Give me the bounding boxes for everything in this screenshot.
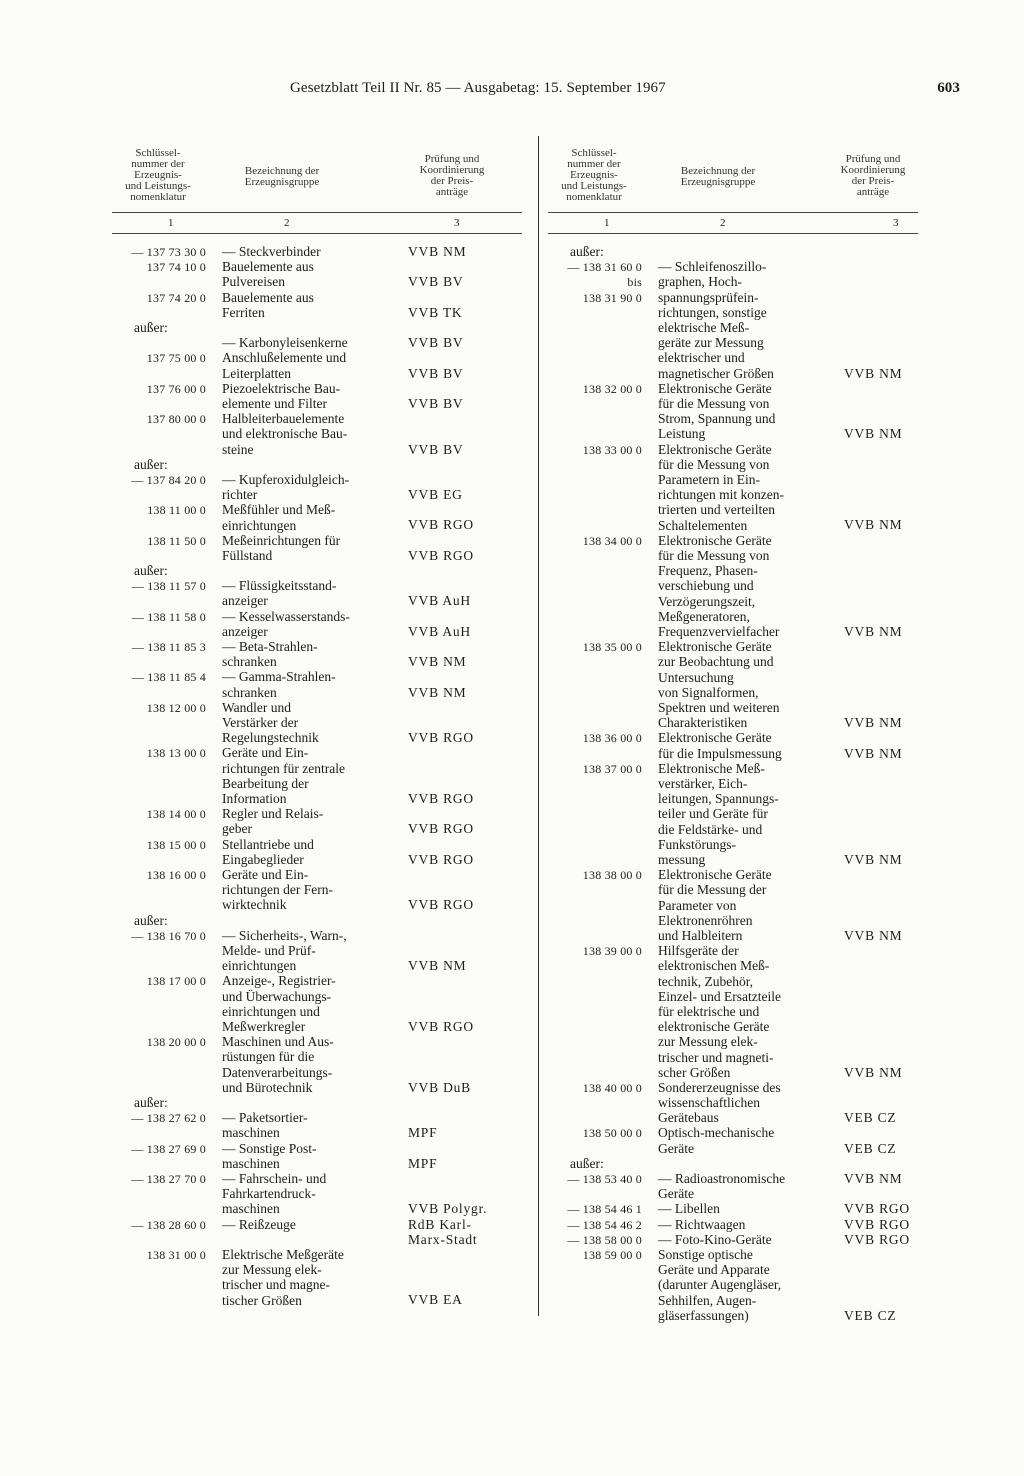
responsible-authority: VVB BV xyxy=(408,395,464,411)
responsible-authority: VVB RGO xyxy=(408,730,474,746)
right-column-numbers: 1 2 3 xyxy=(548,212,918,234)
nomenclature-key: bis xyxy=(627,275,642,290)
nomenclature-key: — 138 11 57 0 xyxy=(131,579,206,594)
product-group: Meßeinrichtungen für Füllstand xyxy=(222,532,341,563)
responsible-authority: VVB RGO xyxy=(844,1216,910,1232)
product-group: Piezoelektrische Bau- elemente und Filter xyxy=(222,380,341,411)
table-row xyxy=(112,259,522,289)
right-column-headers xyxy=(548,136,918,212)
table-row xyxy=(548,943,918,1080)
nomenclature-key: 138 20 00 0 xyxy=(146,1035,206,1050)
left-column-numbers: 1 2 3 xyxy=(112,212,522,234)
nomenclature-key: — 138 54 46 1 xyxy=(567,1202,642,1217)
responsible-authority: VVB NM xyxy=(844,851,903,867)
table-row xyxy=(112,609,522,639)
nomenclature-key: 138 38 00 0 xyxy=(582,868,642,883)
table-row xyxy=(112,700,522,746)
table-row xyxy=(112,578,522,608)
nomenclature-key: — 138 31 60 0 xyxy=(567,260,642,275)
table-row xyxy=(548,442,918,533)
product-group: Elektrische Meßgeräte zur Messung elek- trischer und magne- tischer Größen xyxy=(222,1246,344,1308)
nomenclature-key: 138 40 00 0 xyxy=(582,1080,642,1095)
table-row xyxy=(112,1034,522,1095)
table-row xyxy=(112,472,522,502)
responsible-authority: VVB RGO xyxy=(844,1231,910,1247)
responsible-authority: VVB EG xyxy=(408,487,463,503)
note-label: außer: xyxy=(570,1155,604,1171)
nomenclature-key: 137 74 20 0 xyxy=(146,290,206,305)
nomenclature-key: 138 14 00 0 xyxy=(146,807,206,822)
table-row xyxy=(548,1201,918,1216)
running-header xyxy=(290,80,960,104)
nomenclature-key: 138 35 00 0 xyxy=(582,640,642,655)
responsible-authority: VEB CZ xyxy=(844,1110,897,1126)
product-group: — Beta-Strahlen- schranken xyxy=(222,639,318,670)
product-group: Hilfsgeräte der elektronischen Meß- technik, Zubehör, Einzel- und Ersatzteile für elektrische und elektronische Geräte zur Messung elek- trischer und magneti- scher Größen xyxy=(658,943,781,1080)
product-group: graphen, Hoch- xyxy=(658,274,742,290)
product-group: — Radioastronomische Geräte xyxy=(658,1171,786,1202)
column-divider xyxy=(538,136,539,1316)
left-column-headers xyxy=(112,136,522,212)
nomenclature-key: 138 13 00 0 xyxy=(146,746,206,761)
responsible-authority: VVB EA xyxy=(408,1292,463,1308)
header-pruefung: Prüfung und Koordinierung der Preis- anträge xyxy=(840,153,906,198)
nomenclature-key: 138 32 00 0 xyxy=(582,381,642,396)
nomenclature-key: 138 31 00 0 xyxy=(146,1247,206,1262)
product-group: Elektronische Geräte für die Messung von Frequenz, Phasen- verschiebung und Verzögerungszeit, Meßgeneratoren, Frequenzvervielfacher xyxy=(658,532,780,639)
responsible-authority: VVB NM xyxy=(408,654,467,670)
responsible-authority: VVB RGO xyxy=(408,821,474,837)
nomenclature-key: — 138 27 70 0 xyxy=(131,1171,206,1186)
responsible-authority: VVB DuB xyxy=(408,1079,471,1095)
responsible-authority: VVB RGO xyxy=(408,517,474,533)
nomenclature-key: 137 80 00 0 xyxy=(146,412,206,427)
nomenclature-key: — 138 27 62 0 xyxy=(131,1111,206,1126)
header-title: Gesetzblatt Teil II Nr. 85 — Ausgabetag: 15. September 1967 xyxy=(290,80,666,96)
responsible-authority: VVB NM xyxy=(844,1064,903,1080)
product-group: spannungsprüfein- richtungen, sonstige elektrische Meß- geräte zur Messung elektrischer und magnetischer Größen xyxy=(658,289,774,381)
nomenclature-key: 138 17 00 0 xyxy=(146,974,206,989)
product-group: Optisch-mechanische Geräte xyxy=(658,1125,775,1156)
table-row xyxy=(112,502,522,532)
product-group: Maschinen und Aus- rüstungen für die Datenverarbeitungs- und Bürotechnik xyxy=(222,1034,334,1095)
responsible-authority: VVB NM xyxy=(844,517,903,533)
nomenclature-key: 138 34 00 0 xyxy=(582,533,642,548)
right-entries xyxy=(548,244,918,1323)
responsible-authority: VVB BV xyxy=(408,365,464,381)
note-label: außer: xyxy=(134,456,168,472)
nomenclature-key: 138 50 00 0 xyxy=(582,1126,642,1141)
responsible-authority: VVB Polygr. xyxy=(408,1201,488,1217)
product-group: Elektronische Geräte für die Messung von Parametern in Ein- richtungen mit konzen- trierten und verteilten Schaltelementen xyxy=(658,441,784,533)
product-group: — Flüssigkeitsstand- anzeiger xyxy=(222,578,337,609)
exception-note xyxy=(112,320,522,335)
nomenclature-key: 137 75 00 0 xyxy=(146,351,206,366)
product-group: Anschlußelemente und Leiterplatten xyxy=(222,350,347,381)
responsible-authority: VVB NM xyxy=(408,958,467,974)
responsible-authority: VVB RGO xyxy=(408,851,474,867)
table-row xyxy=(548,867,918,943)
table-row xyxy=(112,1171,522,1217)
nomenclature-key: 137 76 00 0 xyxy=(146,381,206,396)
table-row xyxy=(112,381,522,411)
header-desc: Bezeichnung der Erzeugnisgruppe xyxy=(680,165,756,188)
responsible-authority: MPF xyxy=(408,1155,438,1171)
responsible-authority: VVB NM xyxy=(408,244,467,259)
product-group: Halbleiterbauelemente und elektronische Bau- steine xyxy=(222,411,348,457)
table-row xyxy=(548,1217,918,1232)
responsible-authority: VVB NM xyxy=(844,745,903,761)
table-row xyxy=(112,973,522,1034)
table-row xyxy=(548,533,918,639)
nomenclature-key: — 138 11 85 4 xyxy=(131,670,206,685)
responsible-authority: VVB NM xyxy=(408,684,467,700)
responsible-authority: VVB BV xyxy=(408,274,464,290)
note-label: außer: xyxy=(134,319,168,335)
exception-note xyxy=(112,1095,522,1110)
table-row xyxy=(112,290,522,320)
exception-note xyxy=(548,244,918,259)
header-key: Schlüssel- nummer der Erzeugnis- und Leistungs- nomenklatur xyxy=(561,147,627,203)
nomenclature-key: — 138 11 85 3 xyxy=(131,640,206,655)
product-group: — Sicherheits-, Warn-, Melde- und Prüf- einrichtungen xyxy=(222,927,347,974)
product-group: Elektronische Geräte zur Beobachtung und Untersuchung von Signalformen, Spektren und weiteren Charakteristiken xyxy=(658,639,780,731)
left-table xyxy=(112,136,522,1308)
responsible-authority: VVB NM xyxy=(844,1171,903,1187)
table-row xyxy=(112,669,522,699)
nomenclature-key: — 138 16 70 0 xyxy=(131,928,206,943)
nomenclature-key: — 138 54 46 2 xyxy=(567,1217,642,1232)
product-group: Geräte und Ein- richtungen der Fern- wirktechnik xyxy=(222,867,333,913)
responsible-authority: VVB BV xyxy=(408,335,464,351)
header-desc: Bezeichnung der Erzeugnisgruppe xyxy=(244,165,320,188)
responsible-authority: VVB AuH xyxy=(408,593,471,609)
table-row xyxy=(112,411,522,457)
responsible-authority: VVB RGO xyxy=(408,790,474,806)
table-row xyxy=(548,761,918,867)
responsible-authority: VEB CZ xyxy=(844,1307,897,1323)
exception-note xyxy=(548,1156,918,1171)
product-group: — Schleifenoszillo- xyxy=(658,259,767,275)
product-group: Anzeige-, Registrier- und Überwachungs- einrichtungen und Meßwerkregler xyxy=(222,973,336,1034)
table-row xyxy=(548,381,918,442)
nomenclature-key: 138 39 00 0 xyxy=(582,944,642,959)
table-row xyxy=(112,335,522,350)
product-group: — Fahrschein- und Fahrkartendruck- maschinen xyxy=(222,1170,327,1217)
note-label: außer: xyxy=(570,244,604,259)
responsible-authority: VVB AuH xyxy=(408,623,471,639)
table-row xyxy=(548,259,918,274)
responsible-authority: VVB RGO xyxy=(844,1201,910,1217)
table-row xyxy=(112,533,522,563)
nomenclature-key: 138 16 00 0 xyxy=(146,868,206,882)
nomenclature-key: — 138 27 69 0 xyxy=(131,1141,206,1156)
responsible-authority: VVB NM xyxy=(844,715,903,731)
nomenclature-key: 138 12 00 0 xyxy=(146,700,206,715)
responsible-authority: VVB NM xyxy=(844,365,903,381)
product-group: Wandler und Verstärker der Regelungstechnik xyxy=(222,699,319,746)
responsible-authority: VVB RGO xyxy=(408,897,474,913)
responsible-authority: VVB TK xyxy=(408,304,463,320)
product-group: — Libellen xyxy=(658,1201,720,1217)
nomenclature-key: — 138 28 60 0 xyxy=(131,1217,206,1232)
product-group: Meßfühler und Meß- einrichtungen xyxy=(222,502,336,533)
nomenclature-key: — 138 58 00 0 xyxy=(567,1232,642,1247)
note-label: außer: xyxy=(134,563,168,579)
note-label: außer: xyxy=(134,1094,168,1110)
table-row xyxy=(548,290,918,381)
table-row xyxy=(112,244,522,259)
product-group: Stellantriebe und Eingabeglieder xyxy=(222,836,314,867)
nomenclature-key: 138 37 00 0 xyxy=(582,761,642,776)
responsible-authority: VVB NM xyxy=(844,623,903,639)
responsible-authority: VEB CZ xyxy=(844,1140,897,1156)
header-pruefung: Prüfung und Koordinierung der Preis- anträge xyxy=(419,153,485,198)
product-group: — Kesselwasserstands- anzeiger xyxy=(222,608,350,639)
product-group: — Steckverbinder xyxy=(222,244,321,259)
nomenclature-key: — 138 53 40 0 xyxy=(567,1172,642,1187)
product-group: Regler und Relais- geber xyxy=(222,806,324,837)
nomenclature-key: 138 15 00 0 xyxy=(146,837,206,852)
exception-note xyxy=(112,457,522,472)
nomenclature-key: 138 11 00 0 xyxy=(147,503,206,518)
product-group: — Richtwaagen xyxy=(658,1216,746,1232)
responsible-authority: VVB NM xyxy=(844,426,903,442)
table-row xyxy=(112,745,522,806)
product-group: — Gamma-Strahlen- schranken xyxy=(222,669,336,700)
table-row xyxy=(548,730,918,760)
table-row xyxy=(548,1247,918,1323)
product-group: — Paketsortier- maschinen xyxy=(222,1110,308,1141)
table-row xyxy=(548,639,918,730)
responsible-authority: RdB Karl- Marx-Stadt xyxy=(408,1216,478,1247)
product-group: — Reißzeuge xyxy=(222,1216,296,1232)
header-key: Schlüssel- nummer der Erzeugnis- und Leistungs- nomenklatur xyxy=(125,147,191,203)
nomenclature-key: 138 11 50 0 xyxy=(147,533,206,548)
exception-note xyxy=(112,563,522,578)
responsible-authority: VVB BV xyxy=(408,441,464,457)
page-number: 603 xyxy=(937,80,960,96)
table-row xyxy=(548,274,918,289)
table-row xyxy=(112,806,522,836)
left-entries xyxy=(112,244,522,1308)
responsible-authority: MPF xyxy=(408,1125,438,1141)
product-group: Bauelemente aus Pulvereisen xyxy=(222,259,314,290)
product-group: Elektronische Geräte für die Messung von Strom, Spannung und Leistung xyxy=(658,380,776,442)
table-row xyxy=(548,1232,918,1247)
product-group: Sondererzeugnisse des wissenschaftlichen Gerätebaus xyxy=(658,1079,781,1126)
product-group: — Sonstige Post- maschinen xyxy=(222,1140,317,1171)
table-row xyxy=(548,1125,918,1155)
nomenclature-key: 137 74 10 0 xyxy=(146,260,206,275)
right-table xyxy=(548,136,918,1323)
responsible-authority: VVB NM xyxy=(844,927,903,943)
table-row xyxy=(112,867,522,913)
nomenclature-key: 138 36 00 0 xyxy=(582,731,642,746)
product-group: — Kupferoxidulgleich- richter xyxy=(222,471,350,503)
nomenclature-key: — 138 11 58 0 xyxy=(131,609,206,624)
nomenclature-key: 138 33 00 0 xyxy=(582,442,642,457)
table-row xyxy=(112,639,522,669)
nomenclature-key: — 137 73 30 0 xyxy=(131,245,206,259)
nomenclature-key: 138 31 90 0 xyxy=(582,290,642,305)
table-row xyxy=(112,350,522,380)
nomenclature-key: — 137 84 20 0 xyxy=(131,472,206,487)
nomenclature-key: 138 59 00 0 xyxy=(582,1248,642,1263)
responsible-authority: VVB RGO xyxy=(408,1018,474,1034)
responsible-authority: VVB RGO xyxy=(408,547,474,563)
product-group: Elektronische Meß- verstärker, Eich- leitungen, Spannungs- teiler und Geräte für die Feldstärke- und Funkstörungs- messung xyxy=(658,760,779,867)
table-row xyxy=(112,837,522,867)
product-group: Geräte und Ein- richtungen für zentrale Bearbeitung der Information xyxy=(222,745,345,807)
product-group: Sonstige optische Geräte und Apparate (darunter Augengläser, Sehhilfen, Augen- gläserfassungen) xyxy=(658,1247,782,1323)
product-group: — Karbonyleisenkerne xyxy=(222,335,348,351)
product-group: Elektronische Geräte für die Impulsmessung xyxy=(658,730,782,761)
table-row xyxy=(112,1141,522,1171)
product-group: Elektronische Geräte für die Messung der Parameter von Elektronenröhren und Halbleitern xyxy=(658,867,772,943)
exception-note xyxy=(112,913,522,928)
product-group: Bauelemente aus Ferriten xyxy=(222,289,314,320)
table-row xyxy=(112,1217,522,1247)
product-group: — Foto-Kino-Geräte xyxy=(658,1231,772,1247)
table-row xyxy=(548,1171,918,1201)
note-label: außer: xyxy=(134,912,168,928)
table-row xyxy=(112,1110,522,1140)
table-row xyxy=(112,928,522,974)
table-row xyxy=(112,1247,522,1308)
table-row xyxy=(548,1080,918,1126)
